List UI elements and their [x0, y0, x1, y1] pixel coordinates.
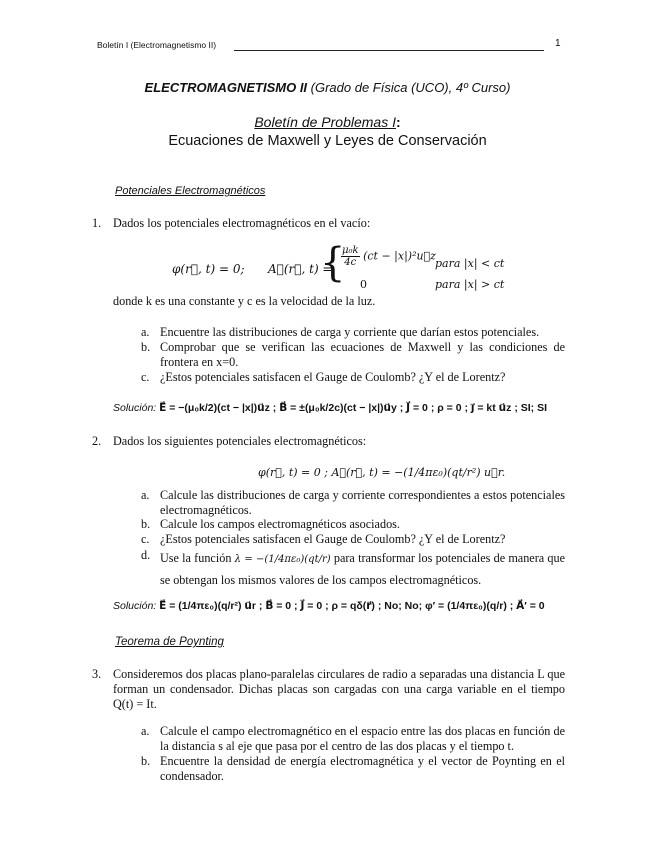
subtitle [0, 114, 655, 130]
item-letter: c. [141, 370, 150, 384]
item-text: Encuentre las distribuciones de carga y corriente que darían estos potenciales. [160, 325, 540, 339]
problem-number: 3. [92, 667, 102, 681]
case1-condition: para |x| < ct [435, 257, 505, 270]
problem-intro: Dados los siguientes potenciales electromagnéticos: [113, 434, 367, 448]
equation-A-lhs: A⃗(r⃗, t) = [268, 262, 333, 276]
item-text-pre: Use la función [160, 551, 232, 565]
solution-text: E⃗ = (1/4πε₀)(q/r²) u⃗r ; B⃗ = 0 ; J⃗ = 0 ; ρ = qδ(r⃗) ; No; No; φ′ = (1/4πε₀)(q/r) ; A⃗′ = 0 [159, 600, 545, 612]
subtitle-bulletin: Boletín de Problemas I [254, 114, 396, 130]
equation-potentials-2: φ(r⃗, t) = 0 ; A⃗(r⃗, t) = −(1/4πε₀)(qt/r²) u⃗r. [258, 466, 506, 479]
solution-1 [113, 402, 547, 414]
equation-case1 [341, 245, 436, 268]
item-text: ¿Estos potenciales satisfacen el Gauge de Coulomb? ¿Y el de Lorentz? [160, 370, 506, 384]
problem-note: donde k es una constante y c es la velocidad de la luz. [113, 294, 376, 308]
title-details: (Grado de Física (UCO), 4º Curso) [307, 80, 511, 95]
item-letter: d. [141, 548, 151, 562]
subtitle-topic: Ecuaciones de Maxwell y Leyes de Conservación [168, 133, 487, 149]
item-text: Calcule las distribuciones de carga y corriente correspondientes a estos potenciales electromagnéticos. [160, 488, 565, 517]
problem-intro: Dados los potenciales electromagnéticos en el vacío: [113, 216, 371, 230]
item-text: Encuentre la densidad de energía electromagnética y el vector de Poynting en el condensador. [160, 754, 565, 783]
section-heading-potenciales: Potenciales Electromagnéticos [115, 185, 266, 197]
header-rule [234, 50, 544, 51]
problem-number: 1. [92, 216, 102, 230]
item-text: Calcule el campo electromagnético en el espacio entre las dos placas en función de la distancia s al eje que pasa por el centro de las dos placas y el tiempo t. [160, 724, 565, 753]
item-letter: a. [141, 325, 150, 339]
item-letter: c. [141, 532, 150, 546]
case1-expression: (ct − |x|)²u⃗z [363, 249, 436, 263]
item-letter: b. [141, 340, 151, 354]
item-letter: b. [141, 754, 151, 768]
item-text: Comprobar que se verifican las ecuaciones de Maxwell y las condiciones de frontera en x=0. [160, 340, 565, 369]
running-header: Boletín I (Electromagnetismo II) [97, 40, 217, 50]
section-heading-poynting: Teorema de Poynting [115, 636, 224, 648]
solution-label: Solución: [113, 402, 157, 414]
problem-number: 2. [92, 434, 102, 448]
item-text-post: para transformar los potenciales de manera que se obtengan los mismos valores de los campos electromagnéticos. [160, 551, 566, 587]
subtitle-colon: : [395, 114, 401, 130]
item-text: ¿Estos potenciales satisfacen el Gauge de Coulomb? ¿Y el de Lorentz? [160, 532, 506, 546]
equation-phi: φ(r⃗, t) = 0; [172, 262, 245, 276]
title-course: ELECTROMAGNETISMO II [144, 80, 308, 95]
case1-denominator: 4c [344, 257, 357, 268]
item-letter: a. [141, 488, 150, 502]
solution-2 [113, 600, 545, 612]
case1-numerator: μ₀k [342, 245, 359, 256]
item-text [160, 548, 565, 591]
case2-condition: para |x| > ct [435, 278, 505, 291]
solution-label: Solución: [113, 600, 157, 612]
item-letter: b. [141, 517, 151, 531]
page-number: 1 [555, 38, 561, 49]
solution-text: E⃗ = −(μ₀k/2)(ct − |x|)u⃗z ; B⃗ = ±(μ₀k/2c)(ct − |x|)u⃗y ; J⃗ = 0 ; ρ = 0 ; j⃗ = kt u⃗z ; SI; SI [159, 402, 547, 414]
case2-value: 0 [360, 278, 367, 291]
lambda-function: λ = −(1/4πε₀)(qt/r) [234, 554, 331, 565]
document-title [0, 80, 655, 95]
equation-brace: { [320, 240, 346, 286]
item-letter: a. [141, 724, 150, 738]
problem-text: Consideremos dos placas plano-paralelas circulares de radio a separadas una distancia L que forman un condensador. Dichas placas son cargadas con una carga variable en el tiempo Q(t) = It. [113, 667, 565, 711]
item-text: Calcule los campos electromagnéticos asociados. [160, 517, 400, 531]
